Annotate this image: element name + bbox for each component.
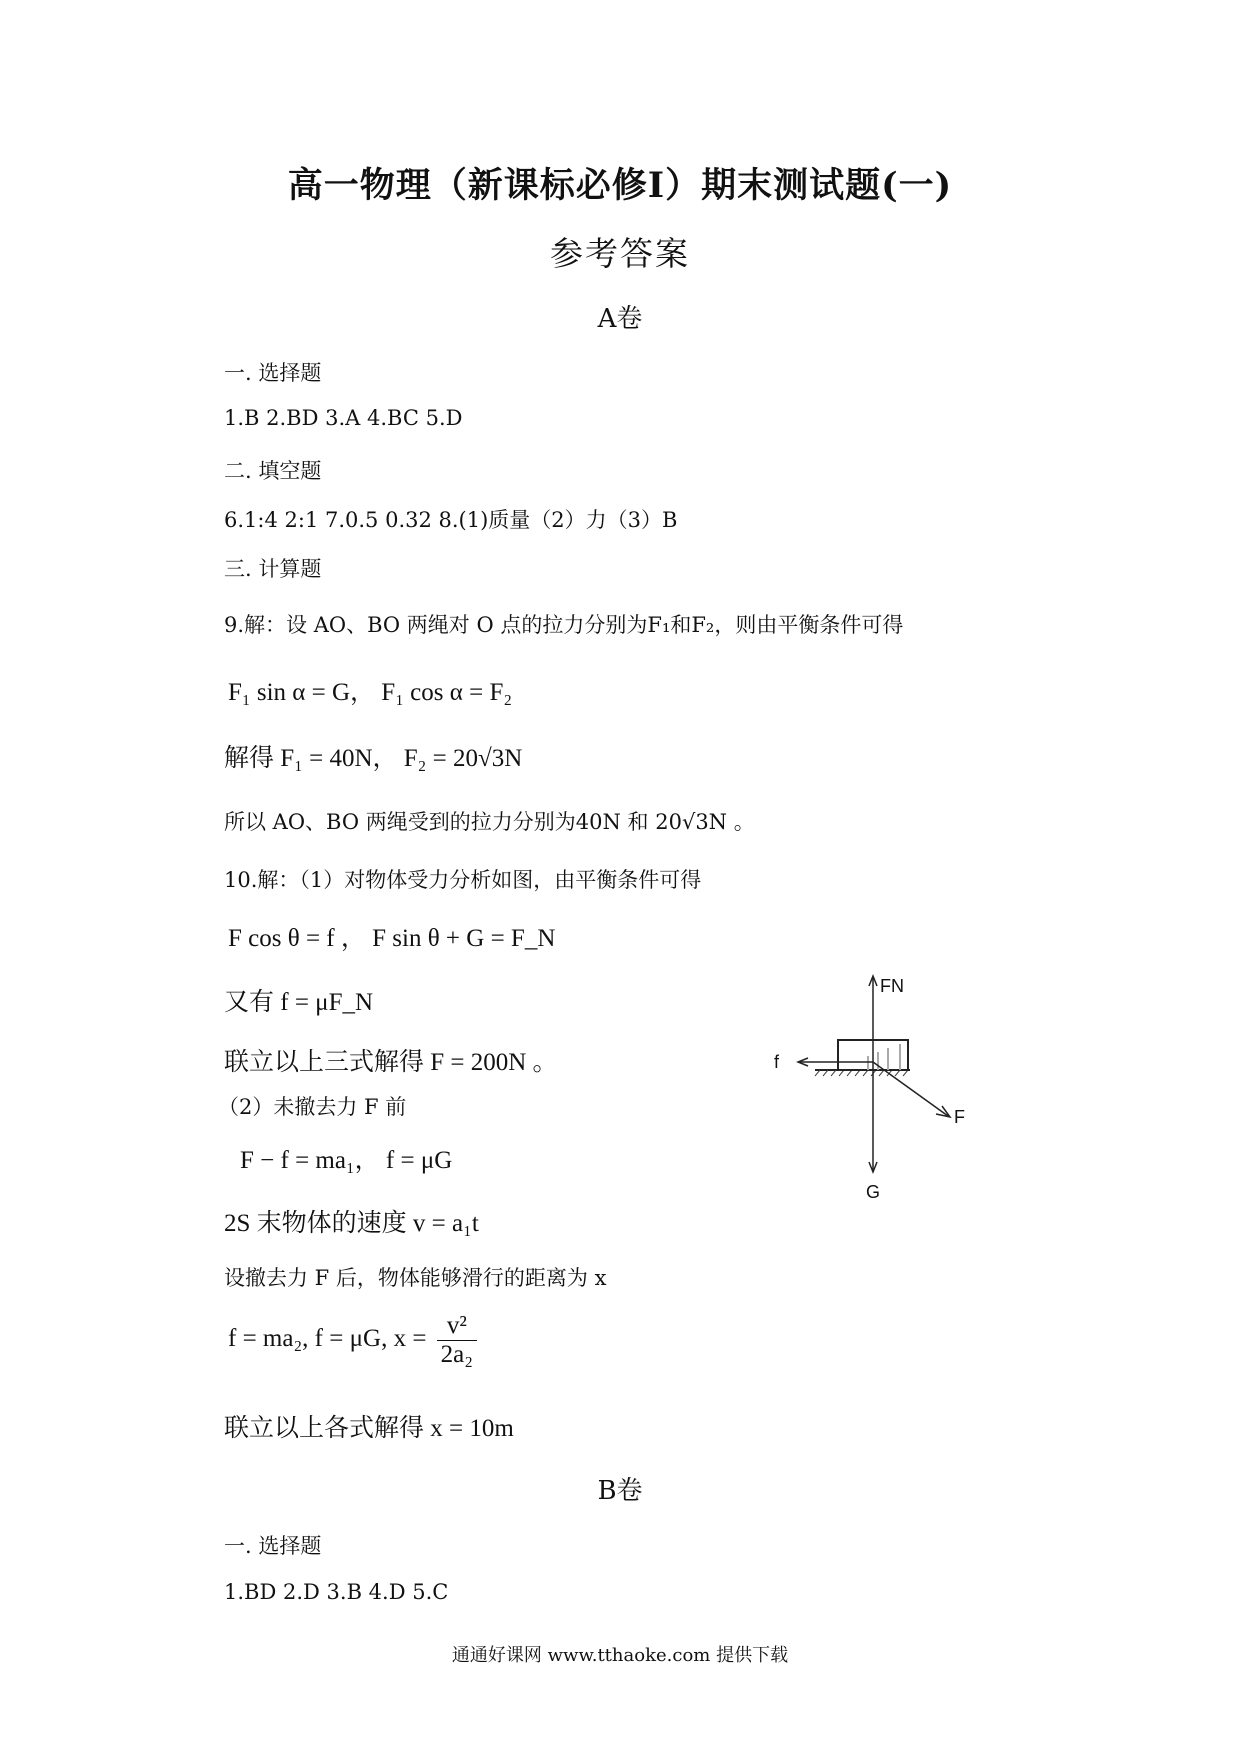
applied-force-label: F: [954, 1107, 965, 1127]
page-title: 高一物理（新课标必修Ⅰ）期末测试题(一): [287, 165, 953, 206]
q10-equation-7-left: f = ma₂, f = μG, x =: [228, 1325, 427, 1353]
q10-part2: （2）未撤去力 F 前: [218, 1095, 407, 1119]
q10-equation-5: 2S 末物体的速度 v = a₁t: [224, 1210, 479, 1237]
q10-equation-8: 联立以上各式解得 x = 10m: [224, 1415, 514, 1442]
q10-equation-4: F − f = ma₁， f = μG: [240, 1147, 453, 1174]
q9-equation-2: 解得 F₁ = 40N， F₂ = 20√3N: [224, 745, 523, 772]
q10-equation-1: F cos θ = f ， F sin θ + G = F_N: [228, 925, 556, 952]
section-b-heading: B卷: [597, 1476, 643, 1506]
fraction: [437, 1312, 477, 1369]
section-b-part1-answers: 1.BD 2.D 3.B 4.D 5.C: [224, 1580, 449, 1604]
friction-label: f: [774, 1052, 780, 1072]
fraction-numerator: v²: [437, 1312, 477, 1341]
section-a-part2-answers: 6.1:4 2:1 7.0.5 0.32 8.(1)质量（2）力（3）B: [224, 508, 678, 532]
section-a-heading: A卷: [597, 304, 643, 334]
section-a-part1-answers: 1.B 2.BD 3.A 4.BC 5.D: [224, 406, 463, 430]
gravity-label: G: [866, 1182, 881, 1202]
q10-equation-2: 又有 f = μF_N: [224, 989, 374, 1016]
page-subtitle: 参考答案: [550, 234, 690, 273]
section-a-part2-title: 二. 填空题: [224, 459, 322, 483]
fn-label: FN: [880, 976, 904, 996]
q9-equation-1: F₁ sin α = G， F₁ cos α = F₂: [228, 679, 513, 706]
section-a-part1-title: 一. 选择题: [224, 361, 322, 385]
q10-intro: 10.解：（1）对物体受力分析如图，由平衡条件可得: [224, 868, 702, 892]
applied-force-arrow: [873, 1062, 948, 1116]
q10-equation-7: [228, 1312, 477, 1369]
q10-equation-3: 联立以上三式解得 F = 200N 。: [224, 1049, 558, 1076]
section-b-part1-title: 一. 选择题: [224, 1534, 322, 1558]
q10-equation-6: 设撤去力 F 后，物体能够滑行的距离为 x: [224, 1266, 607, 1290]
force-diagram: [760, 970, 1000, 1210]
fraction-denominator: 2a₂: [440, 1341, 473, 1368]
q9-conclusion: 所以 AO、BO 两绳受到的拉力分别为40N 和 20√3N 。: [224, 810, 755, 834]
footer-credit: 通通好课网 www.tthaoke.com 提供下载: [451, 1645, 789, 1666]
q9-intro: 9.解：设 AO、BO 两绳对 O 点的拉力分别为F₁和F₂，则由平衡条件可得: [224, 613, 904, 637]
section-a-part3-title: 三. 计算题: [224, 557, 322, 581]
